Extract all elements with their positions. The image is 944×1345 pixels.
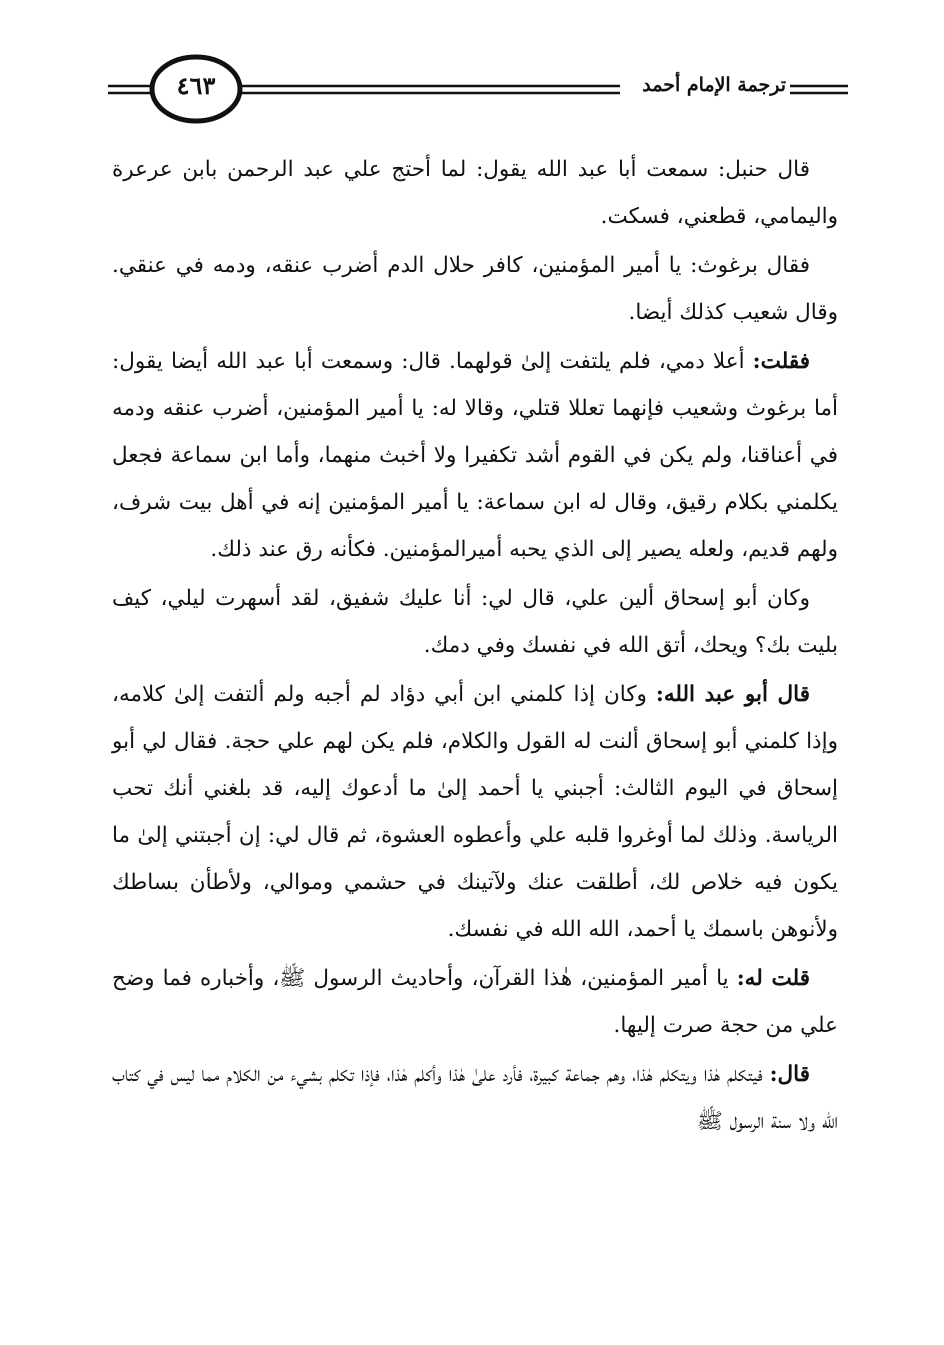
running-title: ترجمة الإمام أحمد (642, 74, 786, 96)
paragraph (112, 146, 838, 240)
paragraph-lead: فقلت: (752, 349, 810, 374)
paragraph (112, 1051, 838, 1145)
paragraph-text: وكان أبو إسحاق ألين علي، قال لي: أنا عليك شفيق، لقد أسهرت ليلي، كيف بليت بك؟ ويحك، أتق الله في نفسك وفي دمك. (112, 586, 838, 658)
paragraph-text: قال حنبل: سمعت أبا عبد الله يقول: لما أحتج علي عبد الرحمن بابن عرعرة واليمامي، قطعني، فسكت. (112, 157, 838, 229)
paragraph (112, 671, 838, 953)
paragraph-text: وكان إذا كلمني ابن أبي دؤاد لم أجبه ولم ألتفت إلىٰ كلامه، وإذا كلمني أبو إسحاق ألنت له القول والكلام، فلم يكن لهم علي حجة. فقال لي أبو إسحاق في اليوم الثالث: أجبني يا أحمد إلىٰ ما أدعوك إليه، قد بلغني أنك تحب الرياسة. وذلك لما أوغروا قلبه علي وأعطوه العشوة، ثم قال لي: إن أجبتني إلىٰ ما يكون فيه خلاص لك، أطلقت عنك ولآتينك في حشمي وموالي، ولأطأن بساطك ولأنوهن باسمك يا أحمد، الله الله في نفسك. (112, 682, 838, 942)
paragraph-text: فيتكلم هٰذا ويتكلم هٰذا، وهم جماعة كبيرة، فأرد علىٰ هٰذا وأكلم هٰذا، فإذا تكلم بشيء من الكلام مما ليس في كتاب الله ولا سنة الرسول ﷺ (112, 1062, 838, 1134)
paragraph (112, 575, 838, 669)
paragraph-lead: قال أبو عبد الله: (655, 682, 810, 707)
paragraph (112, 242, 838, 336)
paragraph (112, 955, 838, 1049)
paragraph-lead: قلت له: (736, 966, 810, 991)
page-header (108, 48, 848, 132)
page-number: ٤٦٣ (176, 71, 216, 100)
paragraph-text: فقال برغوث: يا أمير المؤمنين، كافر حلال الدم أضرب عنقه، ودمه في عنقي. وقال شعيب كذلك أيضا. (112, 253, 838, 325)
page-body (112, 146, 838, 1147)
paragraph (112, 338, 838, 573)
paragraph-text: أعلا دمي، فلم يلتفت إلىٰ قولهما. قال: وسمعت أبا عبد الله أيضا يقول: أما برغوث وشعيب فإنهما تعللا قتلي، وقالا له: يا أمير المؤمنين، أضرب عنقه ودمه في أعناقنا، ولم يكن في القوم أشد تكفيرا ولا أخبث منهما، وأما ابن سماعة فجعل يكلمني بكلام رقيق، وقال له ابن سماعة: يا أمير المؤمنين إنه في أهل بيت شرف، ولهم قديم، ولعله يصير إلى الذي يحبه أميرالمؤمنين. فكأنه رق عند ذلك. (112, 349, 838, 562)
paragraph-text: يا أمير المؤمنين، هٰذا القرآن، وأحاديث الرسول ﷺ، وأخباره فما وضح علي من حجة صرت إليها. (112, 966, 838, 1038)
paragraph-lead: قال: (769, 1062, 810, 1087)
